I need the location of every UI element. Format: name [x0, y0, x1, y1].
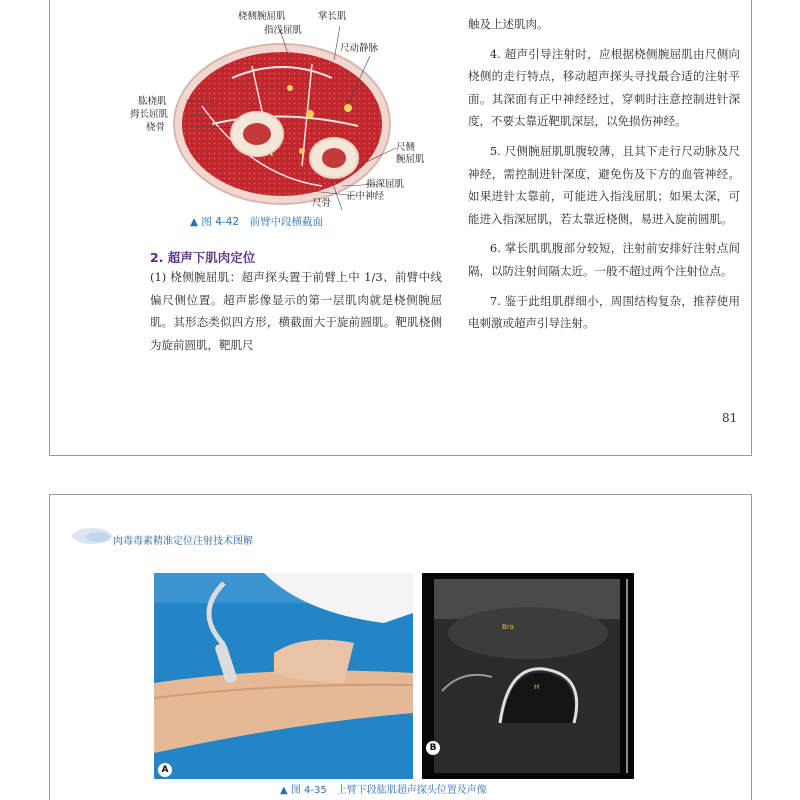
- photo-label-a: A: [158, 763, 172, 777]
- paragraph: 5. 尺侧腕屈肌肌腹较薄，且其下走行尺动脉及尺神经，需控制进针深度，避免伤及下方的血管神经。如果进针太靠前，可能进入指浅屈肌；如果太深，可能进入指深屈肌，若太靠近桡侧，易进入旋前圆肌。: [468, 143, 740, 226]
- probe-position-photo: [154, 573, 413, 779]
- book-page-81: [49, 0, 752, 456]
- label-ulnar-vessels: 尺动静脉: [340, 43, 379, 54]
- photo-label-b: B: [426, 741, 440, 755]
- label-brachioradialis: 肱桡肌: [138, 96, 167, 107]
- figure-caption: ▲ 图 4-42 前臂中段横截面: [190, 216, 324, 228]
- label-palmaris-longus: 掌长肌: [318, 11, 347, 22]
- label-fdp: 指深屈肌: [366, 179, 405, 190]
- paragraph: 7. 鉴于此组肌群细小，周围结构复杂，推荐使用电刺激或超声引导注射。: [468, 293, 740, 331]
- us-label-bra: Bra: [502, 623, 514, 631]
- paragraph: 触及上述肌肉。: [468, 17, 549, 31]
- body-column-right: [468, 13, 740, 342]
- label-fds: 指浅屈肌: [264, 25, 303, 36]
- running-head: 肉毒毒素精准定位注射技术图解: [113, 536, 253, 547]
- paragraph: 4. 超声引导注射时，应根据桡侧腕屈肌由尺侧向桡侧的走行特点，移动超声探头寻找最合适的注射平面。其深面有正中神经经过，穿刺时注意控制进针深度，不要太靠近靶肌深层，以免损伤神经。: [468, 46, 740, 129]
- ultrasound-image: [422, 573, 634, 779]
- label-fpl: 拇长屈肌: [130, 109, 169, 120]
- label-ulna: 尺骨: [312, 198, 332, 209]
- label-fcu: 尺侧 腕屈肌: [396, 142, 425, 165]
- label-median-nerve: 正中神经: [346, 191, 385, 202]
- page-number: 81: [722, 411, 738, 425]
- label-radius: 桡骨: [146, 122, 166, 133]
- book-page-next: [49, 494, 752, 800]
- header-swoosh-icon: [70, 525, 114, 547]
- paragraph: 6. 掌长肌肌腹部分较短，注射前安排好注射点间隔，以防注射间隔太近。一般不超过两个注射位点。: [468, 241, 740, 278]
- us-label-h: H: [534, 683, 540, 691]
- label-fcr: 桡侧腕屈肌: [238, 11, 286, 22]
- figure-caption-2: ▲ 图 4-35 上臂下段肱肌超声探头位置及声像: [280, 785, 487, 796]
- section-title: 2. 超声下肌肉定位: [150, 250, 256, 265]
- body-paragraph-left: (1) 桡侧腕屈肌：超声探头置于前臂上中 1/3、前臂中线偏尺侧位置。超声影像显示的第一层肌肉就是桡侧腕屈肌。其形态类似四方形，横截面大于旋前圆肌。靶肌桡侧为旋前圆肌，靶肌尺: [150, 270, 442, 352]
